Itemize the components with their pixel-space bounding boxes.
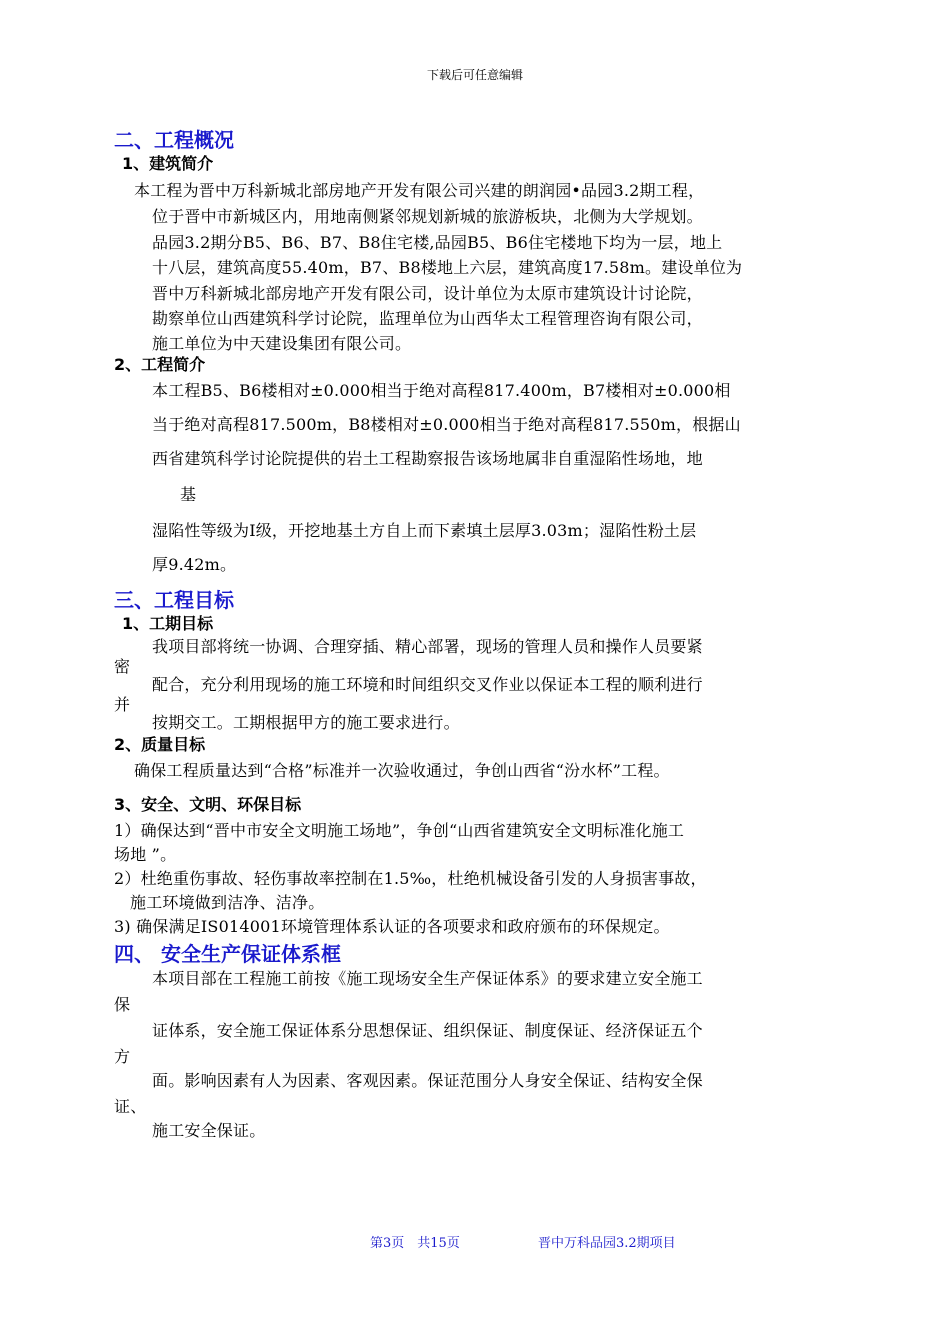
paragraph-line: 施工单位为中天建设集团有限公司。: [152, 334, 412, 353]
paragraph-line: 方: [114, 1047, 131, 1066]
header-note: 下载后可任意编辑: [426, 68, 523, 82]
subsection-heading: 1、建筑简介: [122, 154, 214, 173]
subsection-heading: 2、质量目标: [114, 735, 206, 754]
paragraph-line: 并: [114, 695, 131, 714]
subsection-heading: 1、工期目标: [122, 614, 214, 633]
paragraph-line: 3) 确保满足IS014001环境管理体系认证的各项要求和政府颁布的环保规定。: [114, 917, 670, 936]
paragraph-line: 施工安全保证。: [152, 1121, 266, 1140]
paragraph-line: 本工程为晋中万科新城北部房地产开发有限公司兴建的朗润园•品园3.2期工程，: [134, 181, 705, 200]
paragraph-line: 密: [114, 657, 131, 676]
paragraph-line: 本项目部在工程施工前按《施工现场安全生产保证体系》的要求建立安全施工: [152, 969, 703, 988]
subsection-heading: 2、工程简介: [114, 355, 206, 374]
paragraph-line: 面。影响因素有人为因素、客观因素。保证范围分人身安全保证、结构安全保: [152, 1071, 703, 1090]
paragraph-line: 1）确保达到“晋中市安全文明施工场地”，争创“山西省建筑安全文明标准化施工: [114, 821, 685, 840]
paragraph-line: 施工环境做到洁净、洁净。: [130, 893, 325, 912]
paragraph-line: 品园3.2期分B5、B6、B7、B8住宅楼,品园B5、B6住宅楼地下均为一层，地上: [152, 233, 723, 252]
footer-project-name: 晋中万科品园3.2期项目: [538, 1236, 676, 1251]
paragraph-line: 本工程B5、B6楼相对±0.000相当于绝对高程817.400m，B7楼相对±0.000相: [152, 381, 731, 400]
footer-page-number: 第3页 共15页: [370, 1236, 460, 1251]
paragraph-line: 基: [180, 485, 197, 504]
paragraph-line: 十八层，建筑高度55.40m，B7、B8楼地上六层，建筑高度17.58m。建设单位为: [152, 258, 743, 277]
section-heading: 四、 安全生产保证体系框: [114, 942, 341, 966]
paragraph-line: 当于绝对高程817.500m，B8楼相对±0.000相当于绝对高程817.550m，根据山: [152, 415, 741, 434]
paragraph-line: 厚9.42m。: [152, 555, 237, 574]
paragraph-line: 西省建筑科学讨论院提供的岩土工程勘察报告该场地属非自重湿陷性场地，地: [152, 449, 703, 468]
paragraph-line: 我项目部将统一协调、合理穿插、精心部署，现场的管理人员和操作人员要紧: [152, 637, 703, 656]
paragraph-line: 保: [114, 995, 131, 1014]
paragraph-line: 按期交工。工期根据甲方的施工要求进行。: [152, 713, 460, 732]
subsection-heading: 3、安全、文明、环保目标: [114, 795, 302, 814]
paragraph-line: 确保工程质量达到“合格”标准并一次验收通过，争创山西省“汾水杯”工程。: [134, 761, 670, 780]
section-heading: 三、工程目标: [114, 588, 234, 612]
paragraph-line: 证、: [114, 1097, 147, 1116]
paragraph-line: 配合，充分利用现场的施工环境和时间组织交叉作业以保证本工程的顺利进行: [152, 675, 703, 694]
paragraph-line: 场地 ”。: [114, 845, 177, 864]
section-heading: 二、工程概况: [114, 128, 234, 152]
paragraph-line: 湿陷性等级为I级，开挖地基土方自上而下素填土层厚3.03m；湿陷性粉土层: [152, 521, 697, 540]
paragraph-line: 位于晋中市新城区内，用地南侧紧邻规划新城的旅游板块，北侧为大学规划。: [152, 207, 703, 226]
paragraph-line: 晋中万科新城北部房地产开发有限公司，设计单位为太原市建筑设计讨论院，: [152, 284, 703, 303]
paragraph-line: 2）杜绝重伤事故、轻伤事故率控制在1.5‰，杜绝机械设备引发的人身损害事故，: [114, 869, 707, 888]
paragraph-line: 证体系，安全施工保证体系分思想保证、组织保证、制度保证、经济保证五个: [152, 1021, 703, 1040]
paragraph-line: 勘察单位山西建筑科学讨论院，监理单位为山西华太工程管理咨询有限公司，: [152, 309, 703, 328]
